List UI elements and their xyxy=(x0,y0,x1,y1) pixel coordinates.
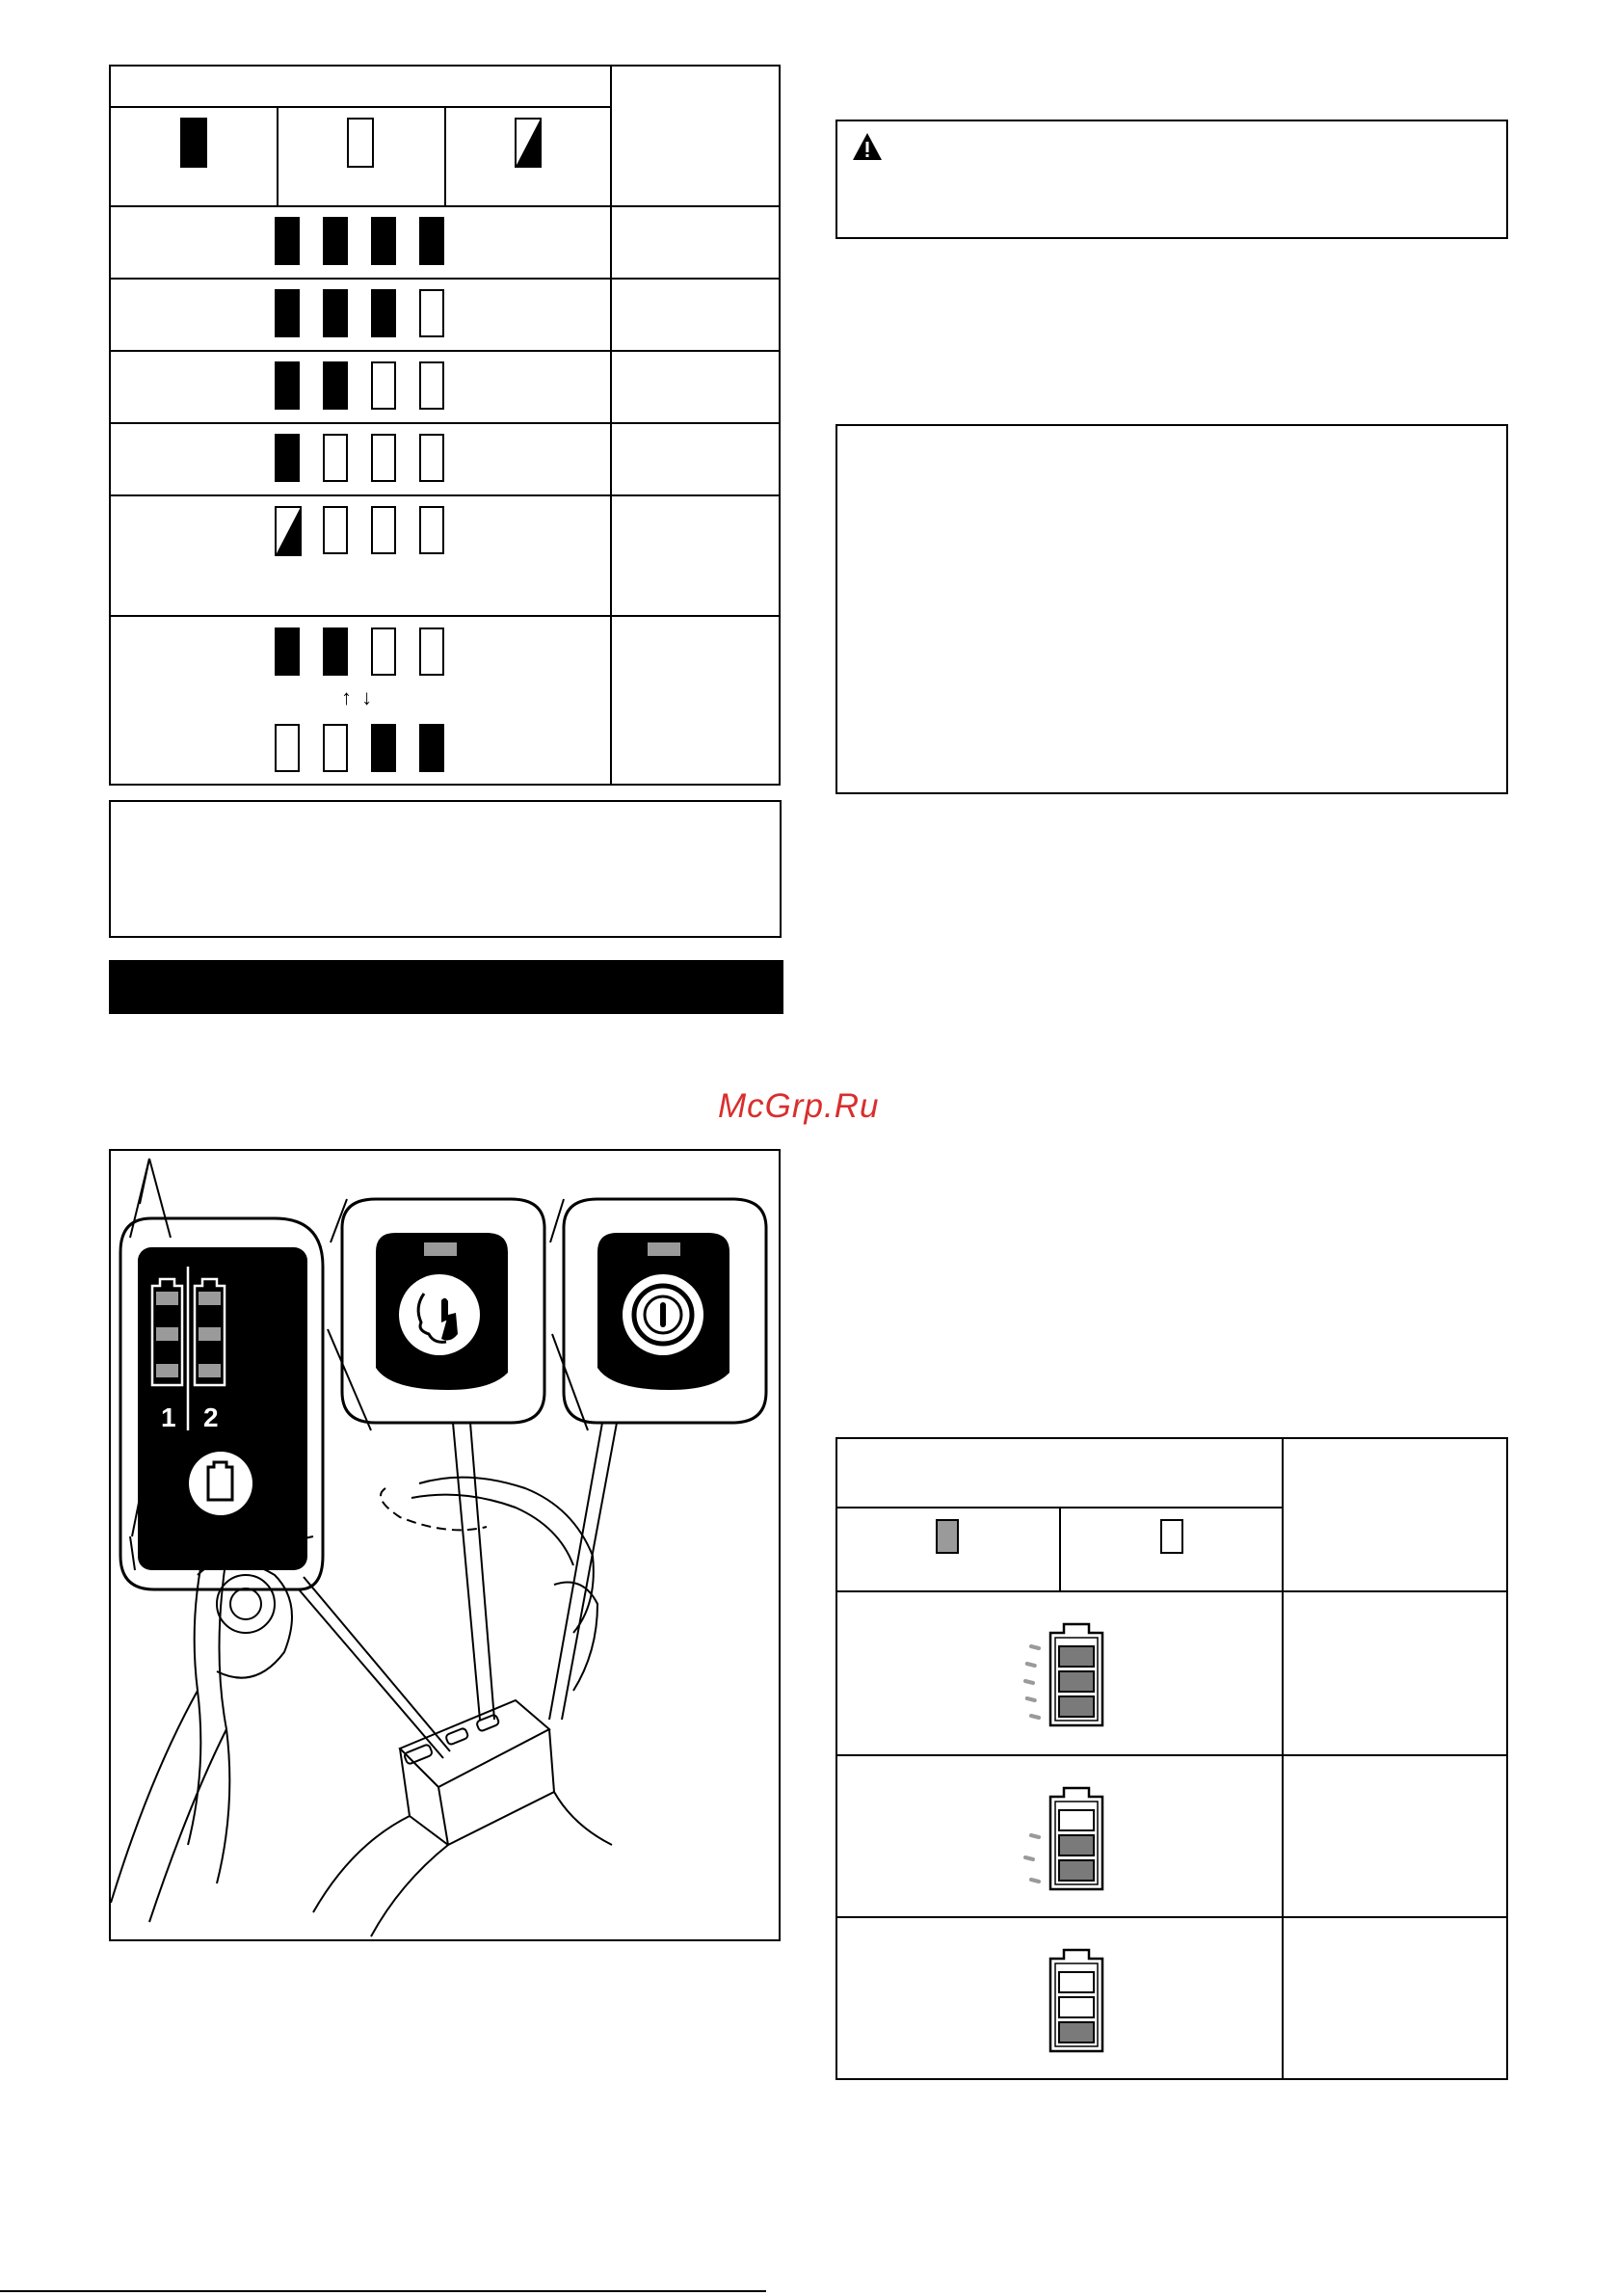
alternate-arrows: ↑ ↓ xyxy=(341,685,375,709)
indicator-lamp-off xyxy=(419,434,444,482)
indicator-lamp-lit xyxy=(275,361,300,410)
table-divider xyxy=(109,205,781,207)
indicator-lamp-off xyxy=(323,724,348,772)
indicator-lamp-lit xyxy=(275,217,300,265)
indicator-lamp-lit xyxy=(323,289,348,337)
battery-2-label: 2 xyxy=(203,1402,219,1432)
table-divider xyxy=(109,422,781,424)
indicator-lamp-off xyxy=(371,361,396,410)
indicator-lamp-lit xyxy=(323,217,348,265)
table-divider xyxy=(109,615,781,617)
indicator-lamp-off xyxy=(419,289,444,337)
note-box xyxy=(109,800,782,938)
table-divider xyxy=(109,494,781,496)
table-divider xyxy=(109,350,781,352)
indicator-lamp-off xyxy=(419,506,444,554)
battery-level-icon xyxy=(1012,1775,1137,1891)
legend-off-icon xyxy=(1160,1519,1183,1554)
table-divider xyxy=(836,1916,1508,1918)
indicator-lamp-lit xyxy=(323,361,348,410)
section-heading-bar xyxy=(109,960,783,1014)
indicator-lamp-lit xyxy=(275,289,300,337)
table-divider xyxy=(444,106,446,207)
table-divider xyxy=(836,1590,1508,1592)
battery-1-label: 1 xyxy=(161,1402,176,1432)
indicator-lamp-off xyxy=(419,361,444,410)
table-divider xyxy=(109,106,612,108)
battery-level-icon xyxy=(1012,1937,1137,2053)
indicator-lamp-lit xyxy=(371,289,396,337)
indicator-lamp-off xyxy=(371,627,396,676)
warning-triangle-icon xyxy=(851,131,884,162)
table-divider xyxy=(836,1754,1508,1756)
indicator-lamp-off xyxy=(419,627,444,676)
notice-box xyxy=(836,424,1508,794)
legend-off-icon xyxy=(347,118,374,168)
table-divider xyxy=(1059,1507,1061,1591)
legend-lit-icon xyxy=(936,1519,959,1554)
indicator-lamp-lit xyxy=(419,724,444,772)
indicator-lamp-lit xyxy=(371,724,396,772)
battery-level-icon xyxy=(1012,1612,1137,1727)
indicator-lamp-lit xyxy=(323,627,348,676)
warning-box xyxy=(836,120,1508,239)
legend-blinking-icon xyxy=(515,118,542,168)
indicator-lamp-off xyxy=(323,506,348,554)
indicator-lamp-blinking xyxy=(275,506,302,556)
control-panel-illustration xyxy=(111,1151,779,1939)
footer-rule xyxy=(0,2290,766,2292)
indicator-lamp-lit xyxy=(371,217,396,265)
table-divider xyxy=(1282,1437,1284,2080)
watermark: McGrp.Ru xyxy=(718,1087,880,1125)
table-divider xyxy=(109,278,781,280)
indicator-lamp-off xyxy=(371,506,396,554)
indicator-lamp-off xyxy=(275,724,300,772)
indicator-lamp-off xyxy=(371,434,396,482)
legend-lit-icon xyxy=(180,118,207,168)
indicator-lamp-lit xyxy=(275,627,300,676)
indicator-lamp-lit xyxy=(419,217,444,265)
indicator-lamp-off xyxy=(323,434,348,482)
table-divider xyxy=(277,106,279,207)
table-divider xyxy=(610,65,612,786)
indicator-lamp-lit xyxy=(275,434,300,482)
